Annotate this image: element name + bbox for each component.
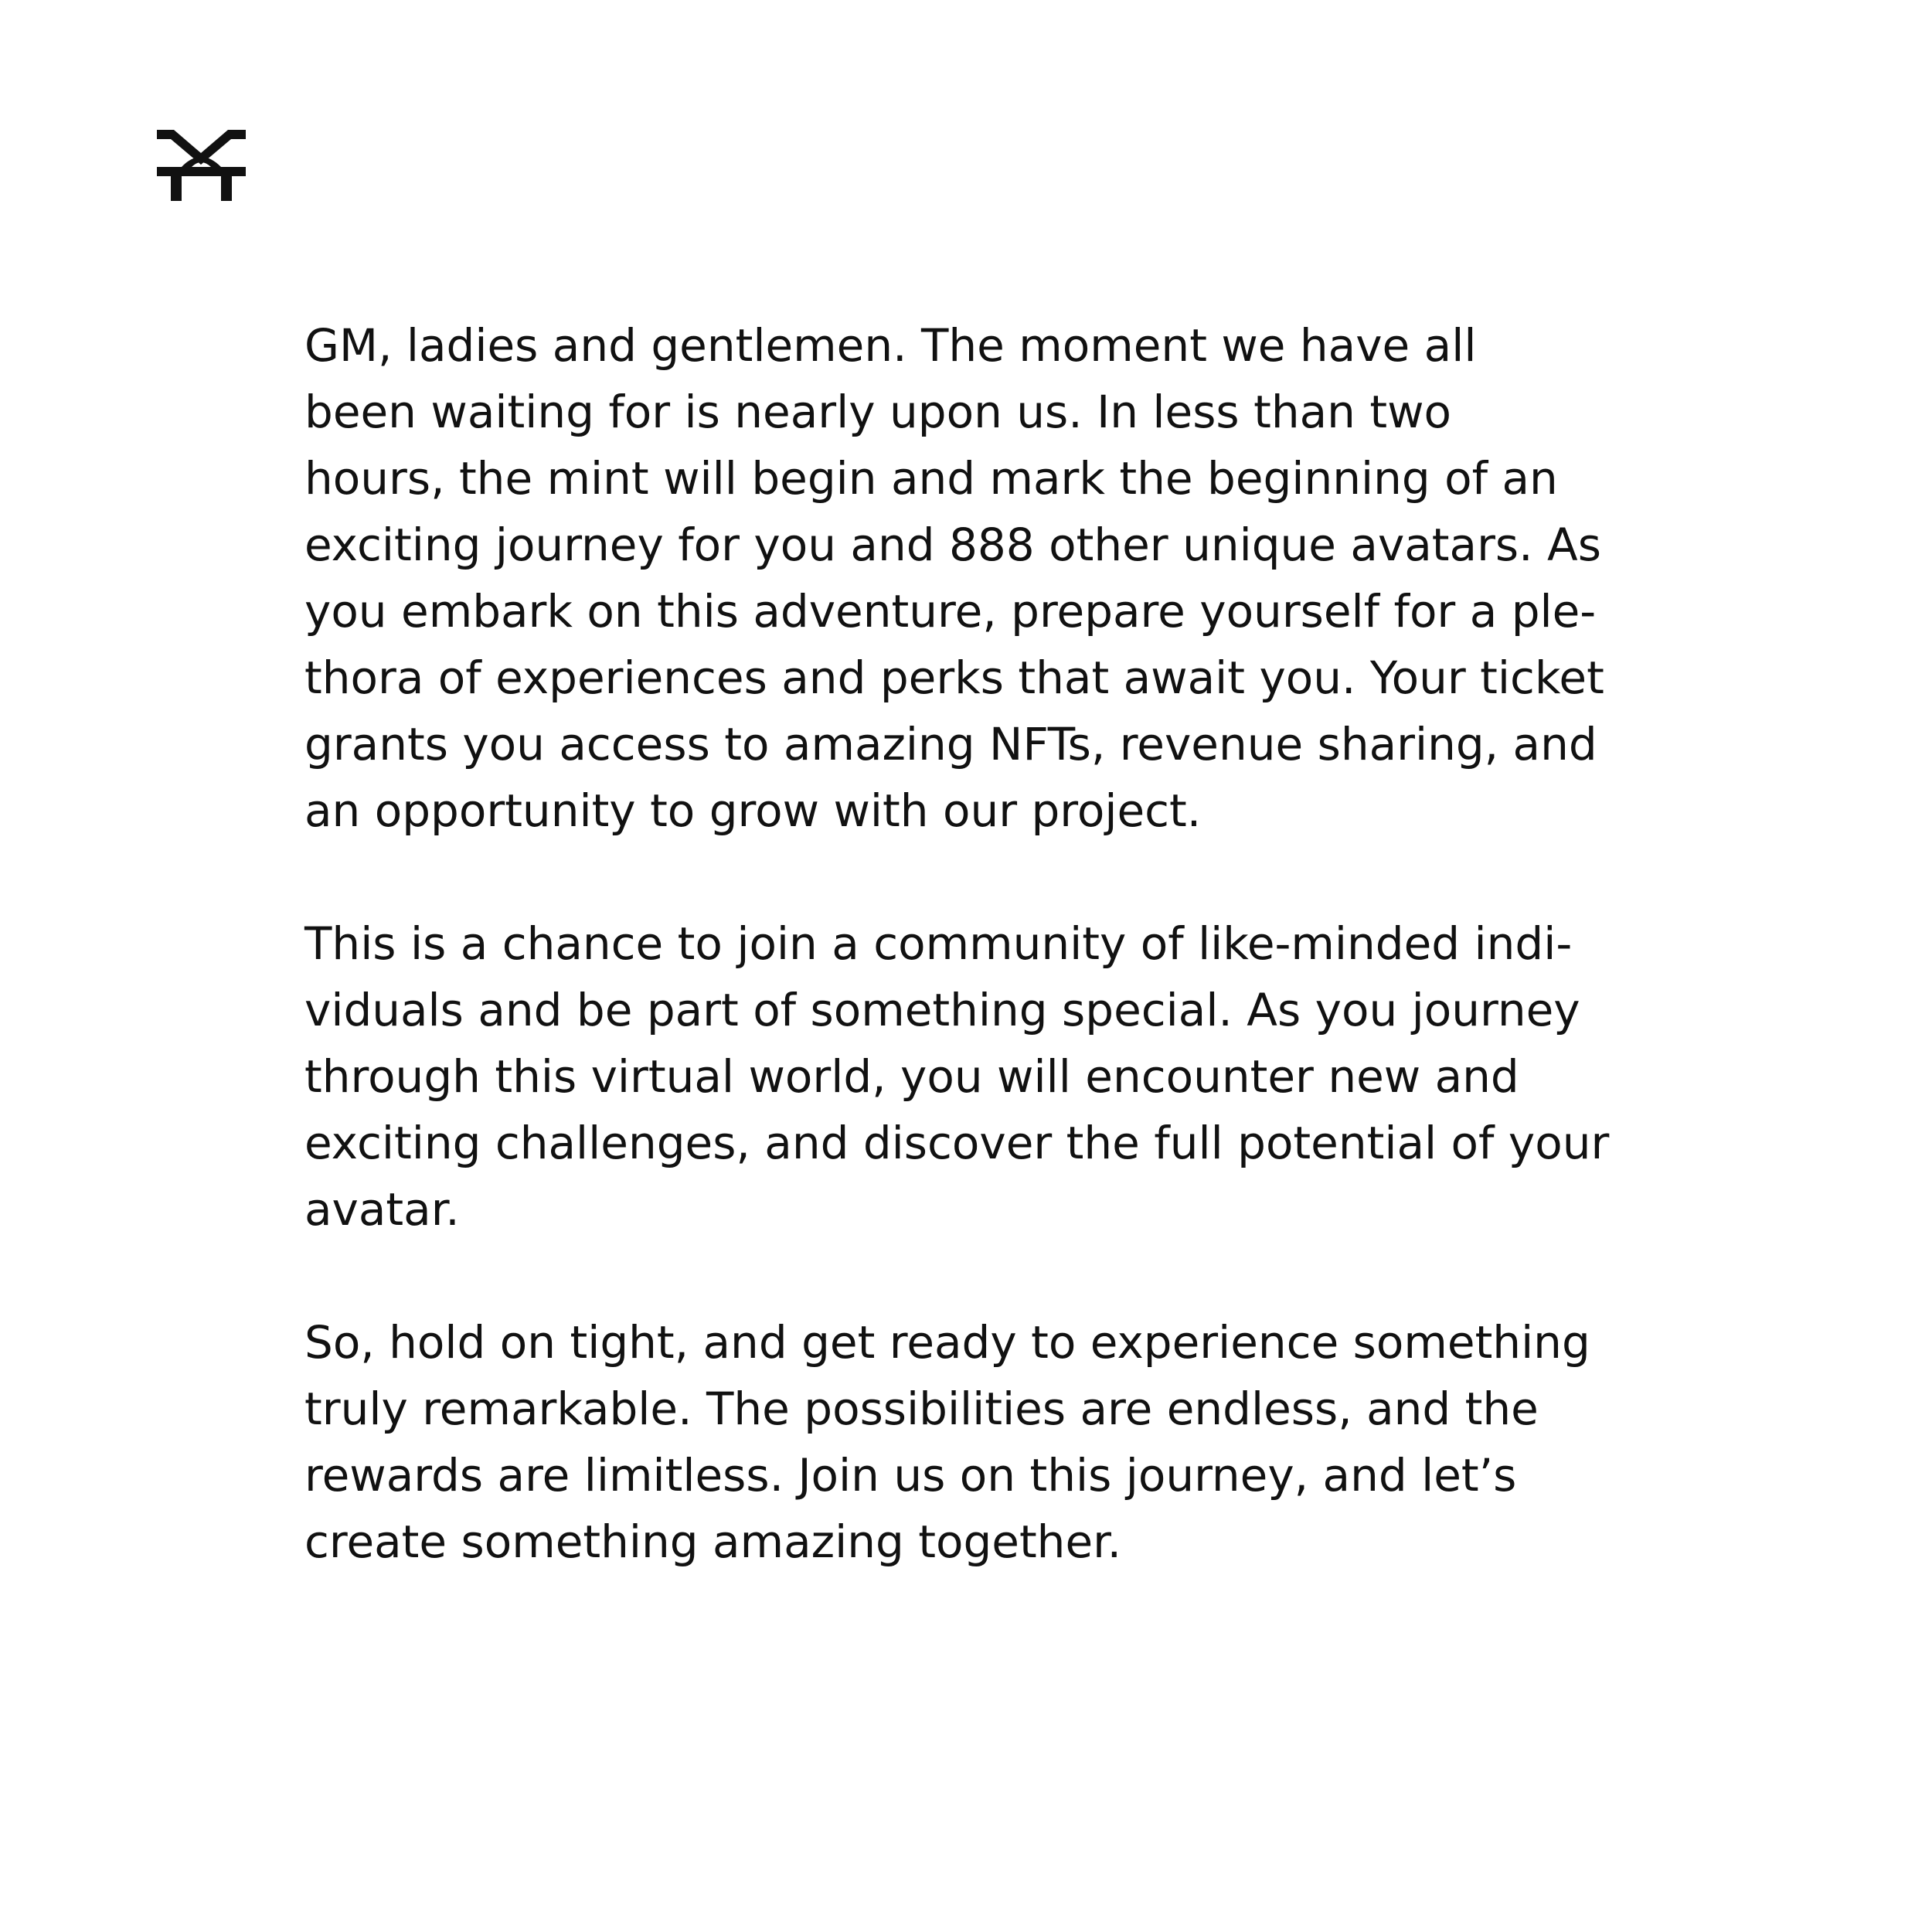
text-line: exciting journey for you and 888 other unique avatars. As — [304, 519, 1601, 571]
logo-stroke-right-leg — [221, 176, 232, 201]
brand-logo-icon — [157, 130, 246, 201]
text-line: avatar. — [304, 1183, 460, 1236]
text-line: been waiting for is nearly upon us. In less than two — [304, 386, 1451, 438]
text-line: through this virtual world, you will encounter new and — [304, 1050, 1519, 1103]
logo-stroke-arch — [182, 157, 221, 167]
paragraph-spacer — [304, 844, 1665, 910]
text-line: an opportunity to grow with our project. — [304, 784, 1202, 837]
text-line: exciting challenges, and discover the full potential of your — [304, 1117, 1610, 1169]
text-line: you embark on this adventure, prepare yourself for a ple- — [304, 585, 1597, 638]
paragraph-2 — [304, 910, 1665, 1243]
text-line: thora of experiences and perks that await you. Your ticket — [304, 651, 1604, 704]
paragraph-3 — [304, 1309, 1665, 1575]
logo-stroke-left-leg — [171, 176, 182, 201]
text-line: rewards are limitless. Join us on this journey, and let’s — [304, 1449, 1517, 1502]
paragraph-spacer — [304, 1243, 1665, 1309]
paragraph-1 — [304, 312, 1665, 844]
brand-logo-svg — [157, 130, 246, 201]
text-line: truly remarkable. The possibilities are endless, and the — [304, 1383, 1539, 1435]
text-line: grants you access to amazing NFTs, revenue sharing, and — [304, 718, 1597, 770]
text-line: viduals and be part of something special. As you journey — [304, 984, 1580, 1036]
text-line: GM, ladies and gentlemen. The moment we have all — [304, 319, 1477, 372]
letter-body — [304, 312, 1665, 1575]
text-line: So, hold on tight, and get ready to experience something — [304, 1316, 1590, 1369]
logo-stroke-bar — [157, 167, 246, 176]
text-line: hours, the mint will begin and mark the beginning of an — [304, 452, 1558, 505]
text-line: create something amazing together. — [304, 1515, 1122, 1568]
text-line: This is a chance to join a community of like-minded indi- — [304, 917, 1573, 970]
